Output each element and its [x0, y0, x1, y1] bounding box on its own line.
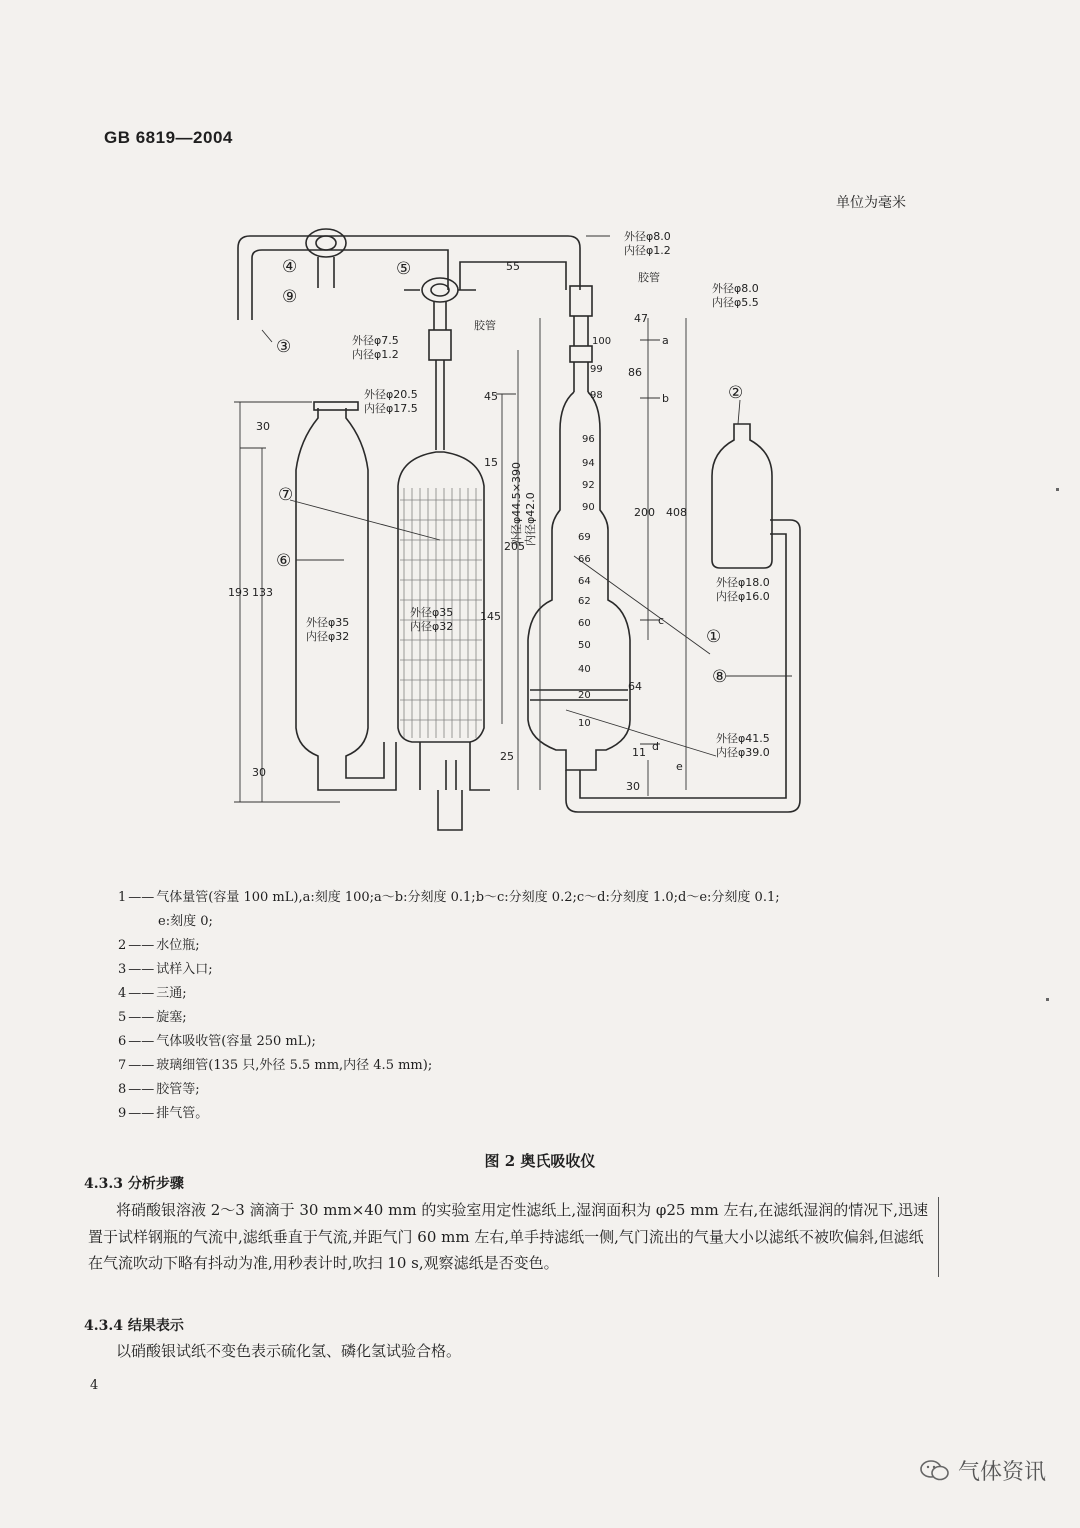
- legend-item: 5 —— 旋塞;: [118, 1010, 187, 1025]
- legend-num: 9: [118, 1106, 127, 1121]
- legend-text: 三通;: [156, 986, 187, 1001]
- scale-64: 64: [578, 576, 591, 587]
- dim-30-right: 30: [626, 780, 640, 793]
- legend-text: 排气管。: [156, 1106, 209, 1121]
- callout-1: ①: [706, 627, 722, 647]
- legend-num: 5: [118, 1010, 127, 1025]
- dim-25: 25: [500, 750, 514, 763]
- label-hose-top: 胶管: [638, 271, 660, 284]
- legend-num: 4: [118, 986, 127, 1001]
- legend-text: 气体吸收管(容量 250 mL);: [156, 1034, 316, 1049]
- legend-num: 6: [118, 1034, 127, 1049]
- dim-145: 145: [480, 610, 501, 623]
- legend-item: 3 —— 试样入口;: [118, 962, 213, 977]
- legend-num: 7: [118, 1058, 127, 1073]
- legend-text: e:刻度 0;: [158, 914, 213, 929]
- standard-code: GB 6819—2004: [104, 128, 233, 147]
- legend-item: 9 —— 排气管。: [118, 1106, 209, 1121]
- scale-99: 99: [590, 364, 603, 375]
- scale-40: 40: [578, 664, 591, 675]
- label-od8-b: 外径φ8.0: [712, 282, 759, 295]
- page-number: 4: [90, 1378, 99, 1393]
- label-od35-b: 外径φ35: [410, 606, 454, 619]
- dim-86: 86: [628, 366, 642, 379]
- scan-speck: [1056, 488, 1059, 491]
- label-id55: 内径φ5.5: [712, 296, 759, 309]
- legend-item: 2 —— 水位瓶;: [118, 938, 200, 953]
- scale-62: 62: [578, 596, 591, 607]
- legend-item: 6 —— 气体吸收管(容量 250 mL);: [118, 1034, 316, 1049]
- section-4-3-4-body: 以硝酸银试纸不变色表示硫化氢、磷化氢试验合格。: [116, 1342, 462, 1360]
- watermark-text: 气体资讯: [957, 1460, 1046, 1485]
- scale-94: 94: [582, 458, 595, 469]
- letter-b: b: [662, 392, 669, 405]
- label-hose-mid: 胶管: [474, 319, 496, 332]
- legend-item: 7 —— 玻璃细管(135 只,外径 5.5 mm,内径 4.5 mm);: [118, 1058, 433, 1073]
- scale-100: 100: [592, 336, 612, 347]
- callout-8: ⑧: [712, 667, 728, 687]
- dim-55: 55: [506, 260, 520, 273]
- label-burette-id: 内径φ42.0: [524, 492, 537, 546]
- scale-10: 10: [578, 718, 591, 729]
- legend-text: 旋塞;: [156, 1010, 187, 1025]
- dim-133: 133: [252, 586, 273, 599]
- wechat-watermark: [920, 1455, 1046, 1486]
- label-id175: 内径φ17.5: [364, 402, 418, 415]
- label-id12-top: 内径φ1.2: [624, 244, 671, 257]
- callout-3: ③: [276, 337, 292, 357]
- dim-15: 15: [484, 456, 498, 469]
- legend-item: [118, 910, 938, 934]
- legend-item: 1 —— 气体量管(容量 100 mL),a:刻度 100;a～b:分刻度 0.1;b～c:分刻度 0.2;c～d:分刻度 1.0;d～e:分刻度 0.1;: [118, 890, 780, 905]
- scale-96: 96: [582, 434, 595, 445]
- label-burette: 外径φ44.5×390: [510, 462, 523, 546]
- scale-92: 92: [582, 480, 595, 491]
- legend-num: 3: [118, 962, 127, 977]
- wechat-icon: [920, 1459, 950, 1483]
- callout-9: ⑨: [282, 287, 298, 307]
- dim-193: 193: [228, 586, 249, 599]
- dim-205: 205: [504, 540, 525, 553]
- scale-66: 66: [578, 554, 591, 565]
- callout-2: ②: [728, 383, 744, 403]
- scale-60: 60: [578, 618, 591, 629]
- callout-6: ⑥: [276, 551, 292, 571]
- label-id39: 内径φ39.0: [716, 746, 770, 759]
- figure-caption: 图 2 奥氏吸收仪: [484, 1152, 596, 1170]
- label-id32-b: 内径φ32: [410, 620, 454, 633]
- unit-note: 单位为毫米: [836, 195, 906, 211]
- label-od205: 外径φ20.5: [364, 388, 418, 401]
- scale-50: 50: [578, 640, 591, 651]
- callout-7: ⑦: [278, 485, 294, 505]
- legend-text: 胶管等;: [156, 1082, 200, 1097]
- legend-item: 4 —— 三通;: [118, 986, 187, 1001]
- label-id12-mid: 内径φ1.2: [352, 348, 399, 361]
- letter-d: d: [652, 740, 659, 753]
- legend-num: 8: [118, 1082, 127, 1097]
- figure-legend: [118, 886, 938, 1126]
- callout-4: ④: [282, 257, 298, 277]
- dim-30-b: 30: [252, 766, 266, 779]
- dim-408: 408: [666, 506, 687, 519]
- legend-text: 玻璃细管(135 只,外径 5.5 mm,内径 4.5 mm);: [156, 1058, 433, 1073]
- letter-e: e: [676, 760, 683, 773]
- dim-45: 45: [484, 390, 498, 403]
- letter-a: a: [662, 334, 669, 347]
- dim-47: 47: [634, 312, 648, 325]
- label-od8-top: 外径φ8.0: [624, 230, 671, 243]
- legend-text: 水位瓶;: [156, 938, 200, 953]
- scale-90: 90: [582, 502, 595, 513]
- scale-20: 20: [578, 690, 591, 701]
- dim-64: 64: [628, 680, 642, 693]
- legend-num: 1: [118, 890, 127, 905]
- scale-98: 98: [590, 390, 603, 401]
- legend-text: 试样入口;: [156, 962, 213, 977]
- label-id16: 内径φ16.0: [716, 590, 770, 603]
- dim-200: 200: [634, 506, 655, 519]
- scale-69: 69: [578, 532, 591, 543]
- label-od415: 外径φ41.5: [716, 732, 770, 745]
- section-4-3-3-title: 4.3.3 分析步骤: [84, 1176, 184, 1192]
- dim-11: 11: [632, 746, 646, 759]
- section-4-3-4-title: 4.3.4 结果表示: [84, 1318, 184, 1334]
- label-id32-a: 内径φ32: [306, 630, 350, 643]
- label-od18: 外径φ18.0: [716, 576, 770, 589]
- callout-5: ⑤: [396, 259, 412, 279]
- letter-c: c: [658, 614, 665, 627]
- section-4-3-3-body: 将硝酸银溶液 2～3 滴滴于 30 mm×40 mm 的实验室用定性滤纸上,湿润面积为 φ25 mm 左右,在滤纸湿润的情况下,迅速置于试样钢瓶的气流中,滤纸垂直于气流,并距气门 60 mm 左右,单手持滤纸一侧,气门流出的气量大小以滤纸不被吹偏斜,但滤纸在气流吹动下略有抖动为准,用秒表计时,吹扫 10 s,观察滤纸是否变色。: [88, 1197, 939, 1277]
- dim-30-a: 30: [256, 420, 270, 433]
- scan-speck: [1046, 998, 1049, 1001]
- legend-item: 8 —— 胶管等;: [118, 1082, 200, 1097]
- legend-text: 气体量管(容量 100 mL),a:刻度 100;a～b:分刻度 0.1;b～c:分刻度 0.2;c～d:分刻度 1.0;d～e:分刻度 0.1;: [156, 890, 780, 905]
- label-od75: 外径φ7.5: [352, 334, 399, 347]
- legend-num: 2: [118, 938, 127, 953]
- label-od35-a: 外径φ35: [306, 616, 350, 629]
